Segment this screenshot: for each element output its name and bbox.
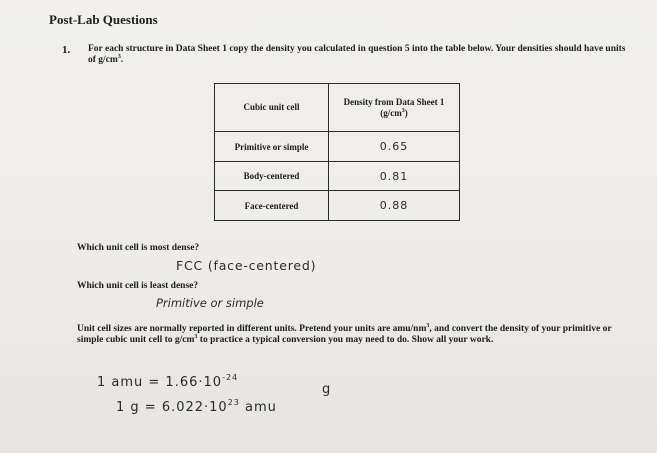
question-3-text: Which unit cell is least dense? <box>77 281 199 291</box>
question-4-sup1: 3 <box>426 322 430 329</box>
table-row <box>215 132 460 162</box>
work-line-1-unit: g <box>322 382 331 397</box>
cell-type: Primitive or simple <box>215 132 329 162</box>
work-line-2-exponent: 23 <box>227 398 240 407</box>
question-4-text <box>77 324 617 346</box>
answer-2-handwritten: FCC (face-centered) <box>176 258 317 273</box>
question-4-part1: Unit cell sizes are normally reported in different units. Pretend your units are amu/nm <box>77 324 427 334</box>
question-2-text: Which unit cell is most dense? <box>77 243 200 253</box>
density-header-unit: (g/cm <box>380 107 402 118</box>
density-header-line1: Density from Data Sheet 1 <box>343 96 445 107</box>
table-row <box>215 191 460 221</box>
work-line-2-base: 1 g = 6.022·10 <box>116 400 228 415</box>
density-header-end: ) <box>404 107 408 118</box>
work-line-1-exponent: -24 <box>222 373 239 382</box>
question-4-sup2: 3 <box>194 333 198 340</box>
table-row <box>215 161 460 191</box>
density-table <box>214 83 460 221</box>
density-header-sup: 3 <box>401 107 405 114</box>
page-title: Post-Lab Questions <box>49 12 158 27</box>
work-line-1-base: 1 amu = 1.66·10 <box>97 375 223 390</box>
work-line-1 <box>97 375 238 390</box>
question-1-main: For each structure in Data Sheet 1 copy the density you calculated in question 5 into the table below. Your densities should have units of g/cm <box>88 44 626 65</box>
work-line-2 <box>116 400 277 415</box>
question-1-number: 1. <box>62 44 71 56</box>
question-4-part3: to practice a typical conversion you may need to do. Show all your work. <box>197 335 494 345</box>
question-4-part2: , and convert the density of your primitive or simple cubic unit cell to g/cm <box>77 324 612 345</box>
question-1-sup: 3 <box>117 53 121 60</box>
density-value: 0.81 <box>329 161 460 191</box>
density-value: 0.65 <box>329 132 460 162</box>
answer-3-handwritten: Primitive or simple <box>156 296 264 310</box>
col-header-density <box>329 84 460 132</box>
cell-type: Face-centered <box>215 191 329 221</box>
cell-type: Body-centered <box>215 161 329 191</box>
question-1-text <box>88 44 633 66</box>
density-value: 0.88 <box>329 191 460 221</box>
work-line-2-unit: amu <box>245 400 277 415</box>
table-header-row <box>215 84 460 132</box>
question-1-end: . <box>120 55 124 65</box>
col-header-cubic-unit-cell: Cubic unit cell <box>215 84 329 132</box>
